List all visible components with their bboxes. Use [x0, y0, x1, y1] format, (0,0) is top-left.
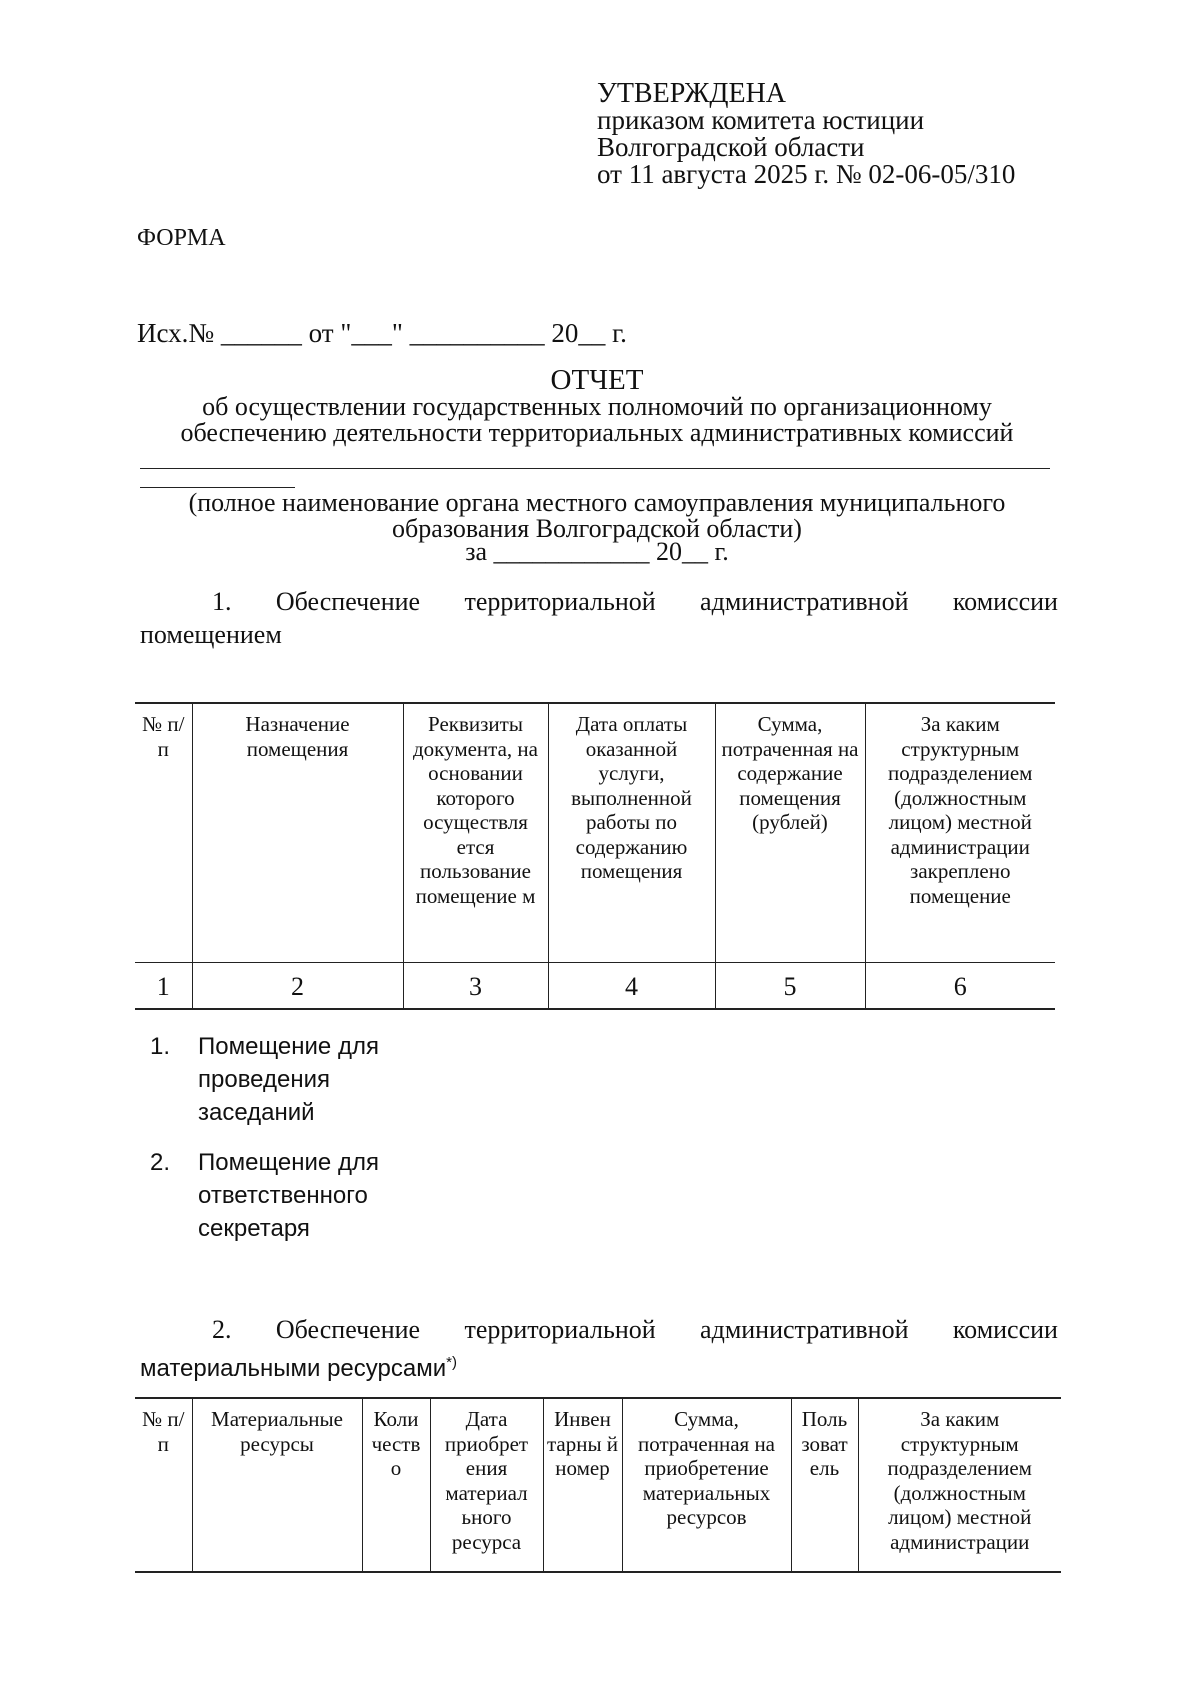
column-number: 5: [715, 963, 865, 1009]
period-line: за ____________ 20__ г.: [465, 537, 729, 566]
premises-list: [150, 1030, 398, 1262]
section-word: Обеспечение: [275, 1315, 421, 1344]
section-word: административной: [700, 587, 909, 616]
section-word: комиссии: [952, 1315, 1058, 1344]
header-cell: За каким структурным подразделением (должностным лицом) местной администрации: [858, 1398, 1061, 1572]
list-item-text: Помещение для проведения заседаний: [198, 1033, 379, 1126]
section-word: территориальной: [464, 1315, 656, 1344]
reference-line: Исх.№ ______ от "___" __________ 20__ г.: [137, 318, 627, 348]
header-cell: Реквизиты документа, на основании которого осуществля ется пользование помещение м: [403, 703, 548, 963]
caption-line: образования Волгоградской области): [392, 514, 802, 543]
column-number: 6: [865, 963, 1055, 1009]
section-word: 1.: [212, 587, 232, 616]
approval-stamp: [597, 80, 1015, 188]
header-cell: За каким структурным подразделением (должностным лицом) местной администрации закреплено помещение: [865, 703, 1055, 963]
form-label: ФОРМА: [137, 225, 226, 251]
caption-line: (полное наименование органа местного самоуправления муниципального: [188, 488, 1006, 517]
column-number: 1: [135, 963, 192, 1009]
list-item: [150, 1146, 398, 1245]
section-1-heading: [140, 585, 1058, 651]
column-number: 4: [548, 963, 715, 1009]
document-subtitle: [137, 394, 1057, 446]
premises-table: [135, 702, 1055, 1010]
material-resources-table: [135, 1397, 1061, 1573]
table-header-row: [135, 1398, 1061, 1572]
subtitle-line: обеспечению деятельности территориальных административных комиссий: [180, 418, 1014, 447]
section-2-heading: [140, 1313, 1058, 1385]
footnote-mark: *): [446, 1354, 457, 1371]
column-number-row: [135, 963, 1055, 1009]
blank-line: [140, 468, 1050, 469]
header-cell: Сумма, потраченная на приобретение материальных ресурсов: [622, 1398, 791, 1572]
section-word: Обеспечение: [275, 587, 421, 616]
header-cell: Коли честв о: [362, 1398, 430, 1572]
document-title: ОТЧЕТ: [550, 364, 644, 396]
header-cell: Поль зоват ель: [791, 1398, 858, 1572]
approval-line: приказом комитета юстиции: [597, 105, 925, 135]
section-line-2: [140, 1346, 1058, 1385]
column-number: 3: [403, 963, 548, 1009]
table-header-row: [135, 703, 1055, 963]
header-cell: Назначение помещения: [192, 703, 403, 963]
header-cell: № п/п: [135, 1398, 192, 1572]
header-cell: Дата оплаты оказанной услуги, выполненной работы по содержанию помещения: [548, 703, 715, 963]
approval-heading: УТВЕРЖДЕНА: [597, 78, 787, 109]
section-word: 2.: [212, 1315, 232, 1344]
header-cell: № п/п: [135, 703, 192, 963]
section-word: территориальной: [464, 587, 656, 616]
header-cell: Инвен тарны й номер: [543, 1398, 622, 1572]
section-line-2: помещением: [140, 620, 282, 649]
organ-name-caption: [137, 490, 1057, 542]
approval-line: Волгоградской области: [597, 132, 865, 162]
list-item-number: 2.: [150, 1149, 171, 1176]
list-item-text: Помещение для ответственного секретаря: [198, 1149, 379, 1242]
column-number: 2: [192, 963, 403, 1009]
list-item: [150, 1030, 398, 1129]
approval-line: от 11 августа 2025 г. № 02-06-05/310: [597, 159, 1016, 189]
section-word: комиссии: [952, 587, 1058, 616]
header-cell: Материальные ресурсы: [192, 1398, 362, 1572]
subtitle-line: об осуществлении государственных полномочий по организационному: [202, 392, 992, 421]
header-cell: Дата приобрет ения материал ьного ресурса: [430, 1398, 543, 1572]
section-line-2-text: материальными ресурсами: [140, 1355, 447, 1382]
section-word: административной: [700, 1315, 909, 1344]
list-item-number: 1.: [150, 1033, 171, 1060]
header-cell: Сумма, потраченная на содержание помещения (рублей): [715, 703, 865, 963]
